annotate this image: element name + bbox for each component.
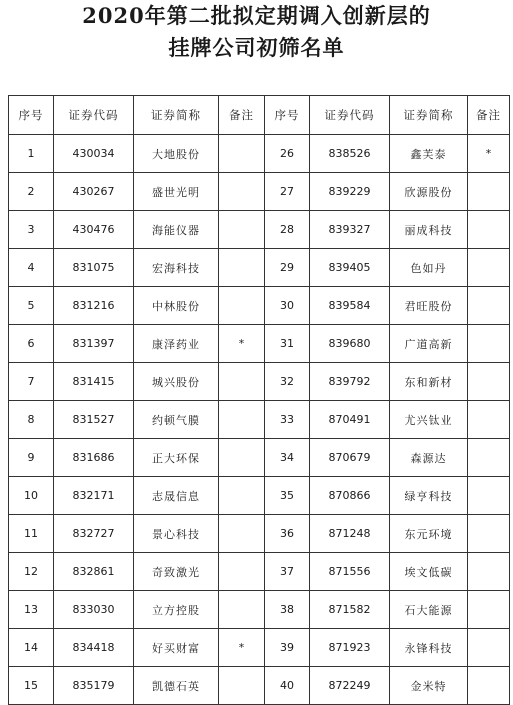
cell-code: 871582 [310, 591, 390, 629]
cell-name: 海能仪器 [134, 211, 219, 249]
header-remark-right: 备注 [468, 96, 510, 135]
cell-code: 838526 [310, 135, 390, 173]
cell-code: 430267 [54, 173, 134, 211]
table-row [9, 325, 510, 363]
cell-remark [468, 401, 510, 439]
cell-remark [219, 363, 265, 401]
table-row [9, 401, 510, 439]
cell-remark [219, 249, 265, 287]
table-row [9, 629, 510, 667]
cell-remark [468, 173, 510, 211]
cell-serial: 35 [265, 477, 310, 515]
cell-code: 831075 [54, 249, 134, 287]
cell-serial: 38 [265, 591, 310, 629]
table-row [9, 135, 510, 173]
cell-remark: * [219, 325, 265, 363]
cell-remark [219, 667, 265, 705]
cell-serial: 1 [9, 135, 54, 173]
cell-serial: 3 [9, 211, 54, 249]
cell-code: 832861 [54, 553, 134, 591]
cell-serial: 8 [9, 401, 54, 439]
cell-code: 872249 [310, 667, 390, 705]
cell-code: 839792 [310, 363, 390, 401]
cell-code: 831527 [54, 401, 134, 439]
cell-name: 石大能源 [390, 591, 468, 629]
cell-name: 色如丹 [390, 249, 468, 287]
header-remark-left: 备注 [219, 96, 265, 135]
cell-remark [219, 439, 265, 477]
cell-code: 832171 [54, 477, 134, 515]
cell-remark [468, 363, 510, 401]
cell-serial: 10 [9, 477, 54, 515]
cell-code: 870679 [310, 439, 390, 477]
table-row [9, 439, 510, 477]
cell-serial: 5 [9, 287, 54, 325]
cell-serial: 31 [265, 325, 310, 363]
cell-name: 欣源股份 [390, 173, 468, 211]
cell-code: 839405 [310, 249, 390, 287]
cell-serial: 34 [265, 439, 310, 477]
cell-serial: 2 [9, 173, 54, 211]
cell-serial: 27 [265, 173, 310, 211]
cell-remark: * [219, 629, 265, 667]
table-row [9, 249, 510, 287]
cell-remark [219, 401, 265, 439]
cell-name: 约顿气膜 [134, 401, 219, 439]
cell-name: 盛世光明 [134, 173, 219, 211]
cell-name: 广道高新 [390, 325, 468, 363]
cell-name: 城兴股份 [134, 363, 219, 401]
cell-serial: 33 [265, 401, 310, 439]
cell-remark [219, 173, 265, 211]
cell-serial: 14 [9, 629, 54, 667]
cell-remark [468, 477, 510, 515]
cell-name: 康泽药业 [134, 325, 219, 363]
cell-remark [219, 211, 265, 249]
cell-serial: 29 [265, 249, 310, 287]
cell-remark [468, 249, 510, 287]
cell-remark [468, 439, 510, 477]
cell-code: 831216 [54, 287, 134, 325]
cell-name: 鑫芙泰 [390, 135, 468, 173]
cell-code: 831415 [54, 363, 134, 401]
cell-name: 大地股份 [134, 135, 219, 173]
cell-name: 志晟信息 [134, 477, 219, 515]
header-code-right: 证券代码 [310, 96, 390, 135]
cell-serial: 30 [265, 287, 310, 325]
header-serial-right: 序号 [265, 96, 310, 135]
cell-remark [219, 287, 265, 325]
cell-remark [468, 211, 510, 249]
cell-name: 立方控股 [134, 591, 219, 629]
cell-remark [468, 667, 510, 705]
cell-code: 839327 [310, 211, 390, 249]
cell-name: 丽成科技 [390, 211, 468, 249]
cell-name: 东元环境 [390, 515, 468, 553]
cell-serial: 7 [9, 363, 54, 401]
table-row [9, 515, 510, 553]
cell-serial: 13 [9, 591, 54, 629]
cell-name: 东和新材 [390, 363, 468, 401]
cell-code: 831397 [54, 325, 134, 363]
cell-serial: 28 [265, 211, 310, 249]
cell-remark [468, 515, 510, 553]
cell-remark [468, 591, 510, 629]
cell-serial: 39 [265, 629, 310, 667]
header-name-right: 证券简称 [390, 96, 468, 135]
cell-name: 尤兴钛业 [390, 401, 468, 439]
cell-name: 正大环保 [134, 439, 219, 477]
cell-remark [468, 325, 510, 363]
cell-remark [468, 553, 510, 591]
cell-serial: 12 [9, 553, 54, 591]
table-row [9, 553, 510, 591]
cell-name: 君旺股份 [390, 287, 468, 325]
cell-serial: 36 [265, 515, 310, 553]
document-title-line-1: 2020年第二批拟定期调入创新层的 [82, 3, 431, 28]
cell-code: 871248 [310, 515, 390, 553]
cell-code: 834418 [54, 629, 134, 667]
cell-serial: 6 [9, 325, 54, 363]
cell-code: 835179 [54, 667, 134, 705]
header-code-left: 证券代码 [54, 96, 134, 135]
company-list-table [8, 95, 510, 705]
cell-remark [468, 287, 510, 325]
cell-code: 871923 [310, 629, 390, 667]
document-title-line-2: 挂牌公司初筛名单 [168, 35, 345, 60]
cell-remark [219, 477, 265, 515]
cell-name: 好买财富 [134, 629, 219, 667]
table-row [9, 477, 510, 515]
cell-remark [219, 591, 265, 629]
cell-name: 森源达 [390, 439, 468, 477]
cell-name: 金米特 [390, 667, 468, 705]
cell-code: 870866 [310, 477, 390, 515]
table-body [9, 135, 510, 705]
cell-code: 839229 [310, 173, 390, 211]
cell-code: 870491 [310, 401, 390, 439]
table-row [9, 363, 510, 401]
cell-code: 833030 [54, 591, 134, 629]
cell-name: 宏海科技 [134, 249, 219, 287]
cell-name: 绿亨科技 [390, 477, 468, 515]
cell-code: 430476 [54, 211, 134, 249]
table-row [9, 667, 510, 705]
header-serial-left: 序号 [9, 96, 54, 135]
table-row [9, 287, 510, 325]
cell-name: 中林股份 [134, 287, 219, 325]
cell-code: 831686 [54, 439, 134, 477]
cell-remark [219, 135, 265, 173]
cell-serial: 11 [9, 515, 54, 553]
cell-serial: 37 [265, 553, 310, 591]
cell-name: 埃文低碳 [390, 553, 468, 591]
cell-remark [219, 515, 265, 553]
cell-serial: 26 [265, 135, 310, 173]
cell-serial: 15 [9, 667, 54, 705]
header-name-left: 证券简称 [134, 96, 219, 135]
table-row [9, 211, 510, 249]
table-header-row [9, 96, 510, 135]
cell-code: 430034 [54, 135, 134, 173]
cell-serial: 40 [265, 667, 310, 705]
cell-code: 839584 [310, 287, 390, 325]
cell-name: 奇致激光 [134, 553, 219, 591]
cell-serial: 32 [265, 363, 310, 401]
cell-serial: 4 [9, 249, 54, 287]
cell-code: 832727 [54, 515, 134, 553]
cell-serial: 9 [9, 439, 54, 477]
cell-remark [219, 553, 265, 591]
cell-name: 景心科技 [134, 515, 219, 553]
table-row [9, 591, 510, 629]
cell-remark [468, 629, 510, 667]
cell-code: 839680 [310, 325, 390, 363]
cell-remark: * [468, 135, 510, 173]
cell-code: 871556 [310, 553, 390, 591]
cell-name: 永锋科技 [390, 629, 468, 667]
table-row [9, 173, 510, 211]
cell-name: 凯德石英 [134, 667, 219, 705]
